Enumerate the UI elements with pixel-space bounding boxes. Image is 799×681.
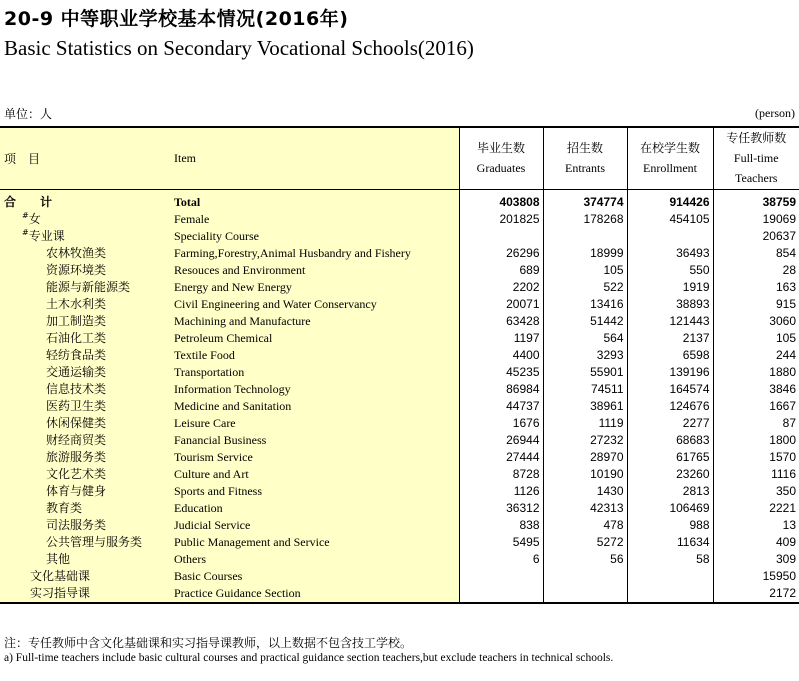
row-label-cn-text: 医药卫生类 [46, 398, 107, 413]
header-item-en: Item [172, 127, 459, 189]
cell-enrollment: 1919 [627, 279, 713, 296]
cell-enrollment: 68683 [627, 432, 713, 449]
row-label-en: Others [172, 551, 459, 568]
row-label-cn-text: 交通运输类 [46, 364, 107, 379]
row-label-cn [0, 381, 172, 398]
cell-entrants [543, 585, 627, 603]
row-label-en: Textile Food [172, 347, 459, 364]
row-label-cn [0, 432, 172, 449]
cell-enrollment: 6598 [627, 347, 713, 364]
table-row [0, 585, 799, 603]
cell-teachers: 28 [713, 262, 799, 279]
cell-teachers: 1570 [713, 449, 799, 466]
cell-entrants: 564 [543, 330, 627, 347]
unit-label-en: (person) [755, 106, 795, 120]
row-label-cn [0, 262, 172, 279]
cell-enrollment: 23260 [627, 466, 713, 483]
row-label-en: Farming,Forestry,Animal Husbandry and Fishery [172, 245, 459, 262]
cell-entrants: 28970 [543, 449, 627, 466]
row-label-en: Civil Engineering and Water Conservancy [172, 296, 459, 313]
cell-graduates: 63428 [459, 313, 543, 330]
cell-entrants: 105 [543, 262, 627, 279]
row-label-cn [0, 347, 172, 364]
cell-teachers: 1667 [713, 398, 799, 415]
cell-teachers: 1800 [713, 432, 799, 449]
cell-enrollment: 2137 [627, 330, 713, 347]
cell-enrollment: 988 [627, 517, 713, 534]
cell-graduates: 6 [459, 551, 543, 568]
row-label-en: Education [172, 500, 459, 517]
header-entrants-cn: 招生数 [566, 141, 603, 156]
cell-graduates [459, 228, 543, 245]
row-label-cn [0, 398, 172, 415]
cell-entrants: 1119 [543, 415, 627, 432]
row-label-cn [0, 483, 172, 500]
table-header-row [0, 127, 799, 189]
cell-graduates: 1197 [459, 330, 543, 347]
footnote-mark: # [22, 227, 29, 237]
cell-teachers: 350 [713, 483, 799, 500]
cell-graduates: 26944 [459, 432, 543, 449]
cell-teachers: 915 [713, 296, 799, 313]
cell-entrants: 42313 [543, 500, 627, 517]
cell-teachers: 2221 [713, 500, 799, 517]
row-label-cn-text: 能源与新能源类 [46, 279, 131, 294]
row-label-cn-text: 加工制造类 [46, 313, 107, 328]
row-label-cn-text: 土木水利类 [46, 296, 107, 311]
row-label-en: Tourism Service [172, 449, 459, 466]
cell-enrollment: 124676 [627, 398, 713, 415]
table-row [0, 415, 799, 432]
cell-graduates: 5495 [459, 534, 543, 551]
table-row [0, 279, 799, 296]
cell-graduates: 36312 [459, 500, 543, 517]
row-label-en: Public Management and Service [172, 534, 459, 551]
row-label-en: Judicial Service [172, 517, 459, 534]
header-graduates-cn: 毕业生数 [476, 141, 525, 156]
header-teachers [713, 127, 799, 189]
row-label-cn [0, 415, 172, 432]
row-label-en: Sports and Fitness [172, 483, 459, 500]
cell-enrollment: 914426 [627, 189, 713, 211]
row-label-en: Fanancial Business [172, 432, 459, 449]
table-row [0, 517, 799, 534]
row-label-cn [0, 466, 172, 483]
cell-graduates: 44737 [459, 398, 543, 415]
row-label-en: Culture and Art [172, 466, 459, 483]
cell-entrants: 478 [543, 517, 627, 534]
cell-enrollment: 38893 [627, 296, 713, 313]
page-title-en: Basic Statistics on Secondary Vocational Schools(2016) [4, 36, 474, 60]
table-row [0, 381, 799, 398]
cell-teachers: 163 [713, 279, 799, 296]
cell-entrants: 5272 [543, 534, 627, 551]
table-row-total [0, 189, 799, 211]
cell-teachers: 1116 [713, 466, 799, 483]
row-label-cn-text: 体育与健身 [46, 483, 107, 498]
row-label-cn [0, 313, 172, 330]
row-label-en: Machining and Manufacture [172, 313, 459, 330]
cell-enrollment: 121443 [627, 313, 713, 330]
row-label-cn [0, 568, 172, 585]
footnote-cn: 注：专任教师中含文化基础课和实习指导课教师，以上数据不包含技工学校。 [4, 636, 413, 650]
cell-entrants: 51442 [543, 313, 627, 330]
cell-entrants: 38961 [543, 398, 627, 415]
row-label-cn-text: 司法服务类 [46, 517, 107, 532]
cell-enrollment: 2813 [627, 483, 713, 500]
row-label-cn-text: 信息技术类 [46, 381, 107, 396]
cell-teachers: 105 [713, 330, 799, 347]
cell-teachers: 19069 [713, 211, 799, 228]
cell-entrants: 1430 [543, 483, 627, 500]
row-label-cn-text: 石油化工类 [46, 330, 107, 345]
cell-teachers: 244 [713, 347, 799, 364]
cell-graduates: 201825 [459, 211, 543, 228]
row-label-cn-text: 公共管理与服务类 [46, 534, 143, 549]
cell-entrants: 374774 [543, 189, 627, 211]
statistics-table [0, 126, 799, 604]
header-entrants-en: Entrants [565, 161, 605, 176]
cell-teachers: 87 [713, 415, 799, 432]
cell-enrollment: 454105 [627, 211, 713, 228]
row-label-en: Total [172, 189, 459, 211]
header-enrollment-en: Enrollment [643, 161, 697, 176]
header-entrants [543, 127, 627, 189]
header-graduates [459, 127, 543, 189]
table-row [0, 432, 799, 449]
cell-entrants: 55901 [543, 364, 627, 381]
cell-entrants: 27232 [543, 432, 627, 449]
row-label-en: Information Technology [172, 381, 459, 398]
cell-teachers: 854 [713, 245, 799, 262]
cell-teachers: 1880 [713, 364, 799, 381]
cell-teachers: 13 [713, 517, 799, 534]
cell-graduates: 45235 [459, 364, 543, 381]
row-label-en: Medicine and Sanitation [172, 398, 459, 415]
cell-graduates: 689 [459, 262, 543, 279]
cell-entrants: 3293 [543, 347, 627, 364]
table-row [0, 568, 799, 585]
cell-enrollment [627, 228, 713, 245]
cell-entrants: 178268 [543, 211, 627, 228]
row-label-en: Practice Guidance Section [172, 585, 459, 603]
row-label-en: Speciality Course [172, 228, 459, 245]
cell-entrants: 56 [543, 551, 627, 568]
table-row [0, 228, 799, 245]
row-label-cn [0, 534, 172, 551]
cell-enrollment [627, 585, 713, 603]
table-row [0, 483, 799, 500]
row-label-cn-text: 专业课 [28, 228, 65, 243]
cell-enrollment: 550 [627, 262, 713, 279]
cell-entrants: 522 [543, 279, 627, 296]
row-label-en: Basic Courses [172, 568, 459, 585]
cell-enrollment: 36493 [627, 245, 713, 262]
table-row [0, 313, 799, 330]
row-label-en: Transportation [172, 364, 459, 381]
cell-graduates: 8728 [459, 466, 543, 483]
cell-teachers: 3846 [713, 381, 799, 398]
cell-graduates: 27444 [459, 449, 543, 466]
row-label-cn-text: 资源环境类 [46, 262, 107, 277]
header-enrollment-cn: 在校学生数 [639, 141, 700, 156]
cell-graduates [459, 568, 543, 585]
footnote-en: a) Full-time teachers include basic cultural courses and practical guidance section teachers,but exclude teachers in technical schools. [4, 652, 614, 664]
table-row [0, 347, 799, 364]
cell-teachers: 409 [713, 534, 799, 551]
row-label-cn-text: 教育类 [46, 500, 83, 515]
table-row [0, 466, 799, 483]
row-label-cn [0, 517, 172, 534]
header-enrollment [627, 127, 713, 189]
cell-graduates: 403808 [459, 189, 543, 211]
table-row [0, 364, 799, 381]
cell-enrollment: 2277 [627, 415, 713, 432]
cell-entrants: 13416 [543, 296, 627, 313]
cell-graduates: 86984 [459, 381, 543, 398]
cell-entrants [543, 228, 627, 245]
row-label-en: Female [172, 211, 459, 228]
header-graduates-en: Graduates [476, 161, 526, 176]
cell-entrants: 10190 [543, 466, 627, 483]
table-row [0, 245, 799, 262]
row-label-cn [0, 211, 172, 228]
row-label-cn-text: 农林牧渔类 [46, 245, 107, 260]
table-row [0, 449, 799, 466]
table-row [0, 330, 799, 347]
cell-graduates: 1126 [459, 483, 543, 500]
cell-graduates: 2202 [459, 279, 543, 296]
header-item-cn: 项 目 [0, 127, 172, 189]
row-label-cn [0, 364, 172, 381]
row-label-cn-text: 旅游服务类 [46, 449, 107, 464]
row-label-en: Energy and New Energy [172, 279, 459, 296]
cell-enrollment: 106469 [627, 500, 713, 517]
cell-teachers: 2172 [713, 585, 799, 603]
cell-graduates: 4400 [459, 347, 543, 364]
cell-teachers: 309 [713, 551, 799, 568]
cell-graduates: 1676 [459, 415, 543, 432]
cell-graduates: 26296 [459, 245, 543, 262]
cell-graduates [459, 585, 543, 603]
row-label-cn-text: 女 [28, 211, 41, 226]
row-label-cn [0, 245, 172, 262]
row-label-cn [0, 279, 172, 296]
row-label-cn-text: 实习指导课 [30, 585, 91, 600]
row-label-cn [0, 189, 172, 211]
row-label-en: Leisure Care [172, 415, 459, 432]
row-label-cn-text: 文化艺术类 [46, 466, 107, 481]
cell-enrollment: 139196 [627, 364, 713, 381]
row-label-cn [0, 449, 172, 466]
row-label-cn [0, 228, 172, 245]
unit-label-cn: 单位：人 [4, 107, 53, 121]
row-label-cn [0, 296, 172, 313]
row-label-cn-text: 休闲保健类 [46, 415, 107, 430]
cell-entrants: 74511 [543, 381, 627, 398]
cell-enrollment [627, 568, 713, 585]
table-row [0, 262, 799, 279]
row-label-cn-text: 财经商贸类 [46, 432, 107, 447]
footnote-mark: # [22, 210, 29, 220]
cell-entrants: 18999 [543, 245, 627, 262]
row-label-cn [0, 551, 172, 568]
header-teachers-cn: 专任教师数 [726, 131, 787, 146]
cell-entrants [543, 568, 627, 585]
cell-enrollment: 61765 [627, 449, 713, 466]
cell-graduates: 838 [459, 517, 543, 534]
table-row [0, 211, 799, 228]
cell-graduates: 20071 [459, 296, 543, 313]
table-row [0, 551, 799, 568]
table-row [0, 398, 799, 415]
cell-teachers: 38759 [713, 189, 799, 211]
row-label-cn [0, 585, 172, 603]
table-row [0, 500, 799, 517]
table-row [0, 296, 799, 313]
cell-teachers: 20637 [713, 228, 799, 245]
table-row [0, 534, 799, 551]
row-label-cn [0, 500, 172, 517]
row-label-en: Petroleum Chemical [172, 330, 459, 347]
cell-enrollment: 164574 [627, 381, 713, 398]
cell-teachers: 3060 [713, 313, 799, 330]
cell-enrollment: 58 [627, 551, 713, 568]
row-label-cn-text: 轻纺食品类 [46, 347, 107, 362]
row-label-cn [0, 330, 172, 347]
cell-teachers: 15950 [713, 568, 799, 585]
row-label-cn-text: 文化基础课 [30, 568, 91, 583]
table-body [0, 189, 799, 603]
page-title-cn: 20-9 中等职业学校基本情况(2016年) [4, 8, 349, 30]
row-label-cn-text: 合 计 [4, 194, 53, 209]
row-label-en: Resouces and Environment [172, 262, 459, 279]
cell-enrollment: 11634 [627, 534, 713, 551]
header-teachers-en2: Teachers [735, 171, 778, 186]
row-label-cn-text: 其他 [46, 551, 71, 566]
header-teachers-en: Full-time [733, 151, 779, 166]
